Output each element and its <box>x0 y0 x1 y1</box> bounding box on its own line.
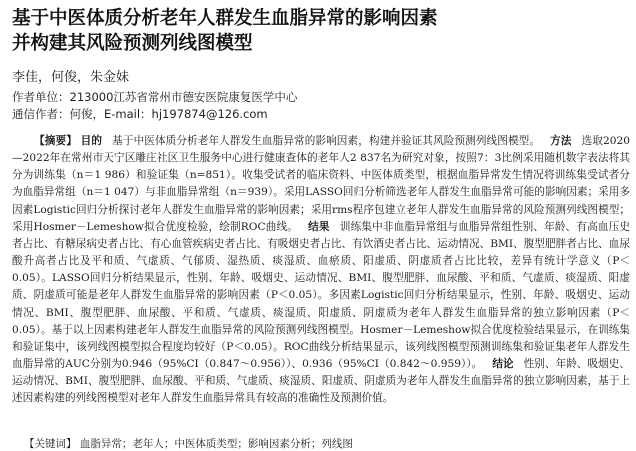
results-label: 结果 <box>307 220 330 233</box>
objective-label: 【摘要】 目的 <box>34 135 103 147</box>
results-text: 训练集中非血脂异常组与血脂异常组性别、年龄、有高血压史者占比、有糖尿病史者占比、有心血管疾病史者占比、有吸烟史者占比、有饮酒史者占比、运动情况、BMI、腹型肥胖者占比、血尿酸升高者占比及平和质、气虚质、气郁质、湿热质、痰湿质、血瘀质、阳虚质、阴虚质者占比比较，差异有统计学意义（P＜0.05）。LASSO回归分析结果显示，性别、年龄、吸烟史、运动情况、BMI、腹型肥胖、血尿酸、平和质、气虚质、痰湿质、阳虚质、阴虚质可能是老年人群发生血脂异常的影响因素（P＜0.05）。多因素Logistic回归分析结果显示，性别、年龄、吸烟史、运动情况、BMI、腹型肥胖、血尿酸、平和质、气虚质、痰湿质、阳虚质、阴虚质为老年人群发生血脂异常的独立影响因素（P＜0.05）。基于以上因素构建老年人群发生血脂异常的风险预测列线图模型。Hosmer－Lemeshow拟合优度检验结果显示，在训练集和验证集中，该列线图模型拟合程度均较好（P＜0.05）。ROC曲线分析结果显示，该列线图模型预测训练集和验证集老年人群发生血脂异常的AUC分别为0.946（95%CI（0.847～0.956））、0.936（95%CI（0.842～0.959））。 <box>12 220 630 371</box>
author-list: 李佳，何俊，朱金妹 <box>12 70 130 85</box>
keywords: 【关键词】 血脂异常；老年人；中医体质类型；影响因素分析；列线图 <box>24 438 353 450</box>
conclusion-text: 性别、年龄、吸烟史、运动情况、BMI、腹型肥胖、血尿酸、平和质、气虚质、痰湿质、阳虚质、阴虚质为老年人群发生血脂异常的独立影响因素，基于上述因素构建的列线图模型对老年人群发生血脂异常具有较高的准确性及预测价值。 <box>12 358 631 405</box>
conclusion-label: 结论 <box>492 358 514 371</box>
author-affiliation: 作者单位：213000江苏省常州市德安医院康复医学中心 <box>12 90 298 104</box>
title-line-1: 基于中医体质分析老年人群发生血脂异常的影响因素 <box>12 8 438 29</box>
article-title <box>12 6 624 56</box>
methods-label: 方法 <box>550 135 572 147</box>
objective-text: 基于中医体质分析老年人群发生血脂异常的影响因素，构建并验证其风险预测列线图模型。 <box>112 135 541 147</box>
methods-text: 选取2020—2022年在常州市天宁区雕庄社区卫生服务中心进行健康查体的老年人2 837名为研究对象，按照7：3比例采用随机数字表法将其分为训练集（n＝1 986）和验证集（n=851）。收集受试者的临床资料、中医体质类型，根据血脂异常发生情况将训练集受试者分为血脂异常组（n＝1 047）与非血脂异常组（n＝939）。采用LASSO回归分析筛选老年人群发生血脂异常可能的影响因素；采用多因素Logistic回归分析探讨老年人群发生血脂异常的影响因素；采用rms程序包建立老年人群发生血脂异常的风险预测列线图模型；采用Hosmer－Lemeshow拟合优度检验，绘制ROC曲线。 <box>12 135 630 233</box>
title-line-2: 并构建其风险预测列线图模型 <box>12 33 253 54</box>
corresponding-author: 通信作者：何俊，E-mail：hj197874@126.com <box>12 107 268 121</box>
abstract <box>12 133 630 408</box>
